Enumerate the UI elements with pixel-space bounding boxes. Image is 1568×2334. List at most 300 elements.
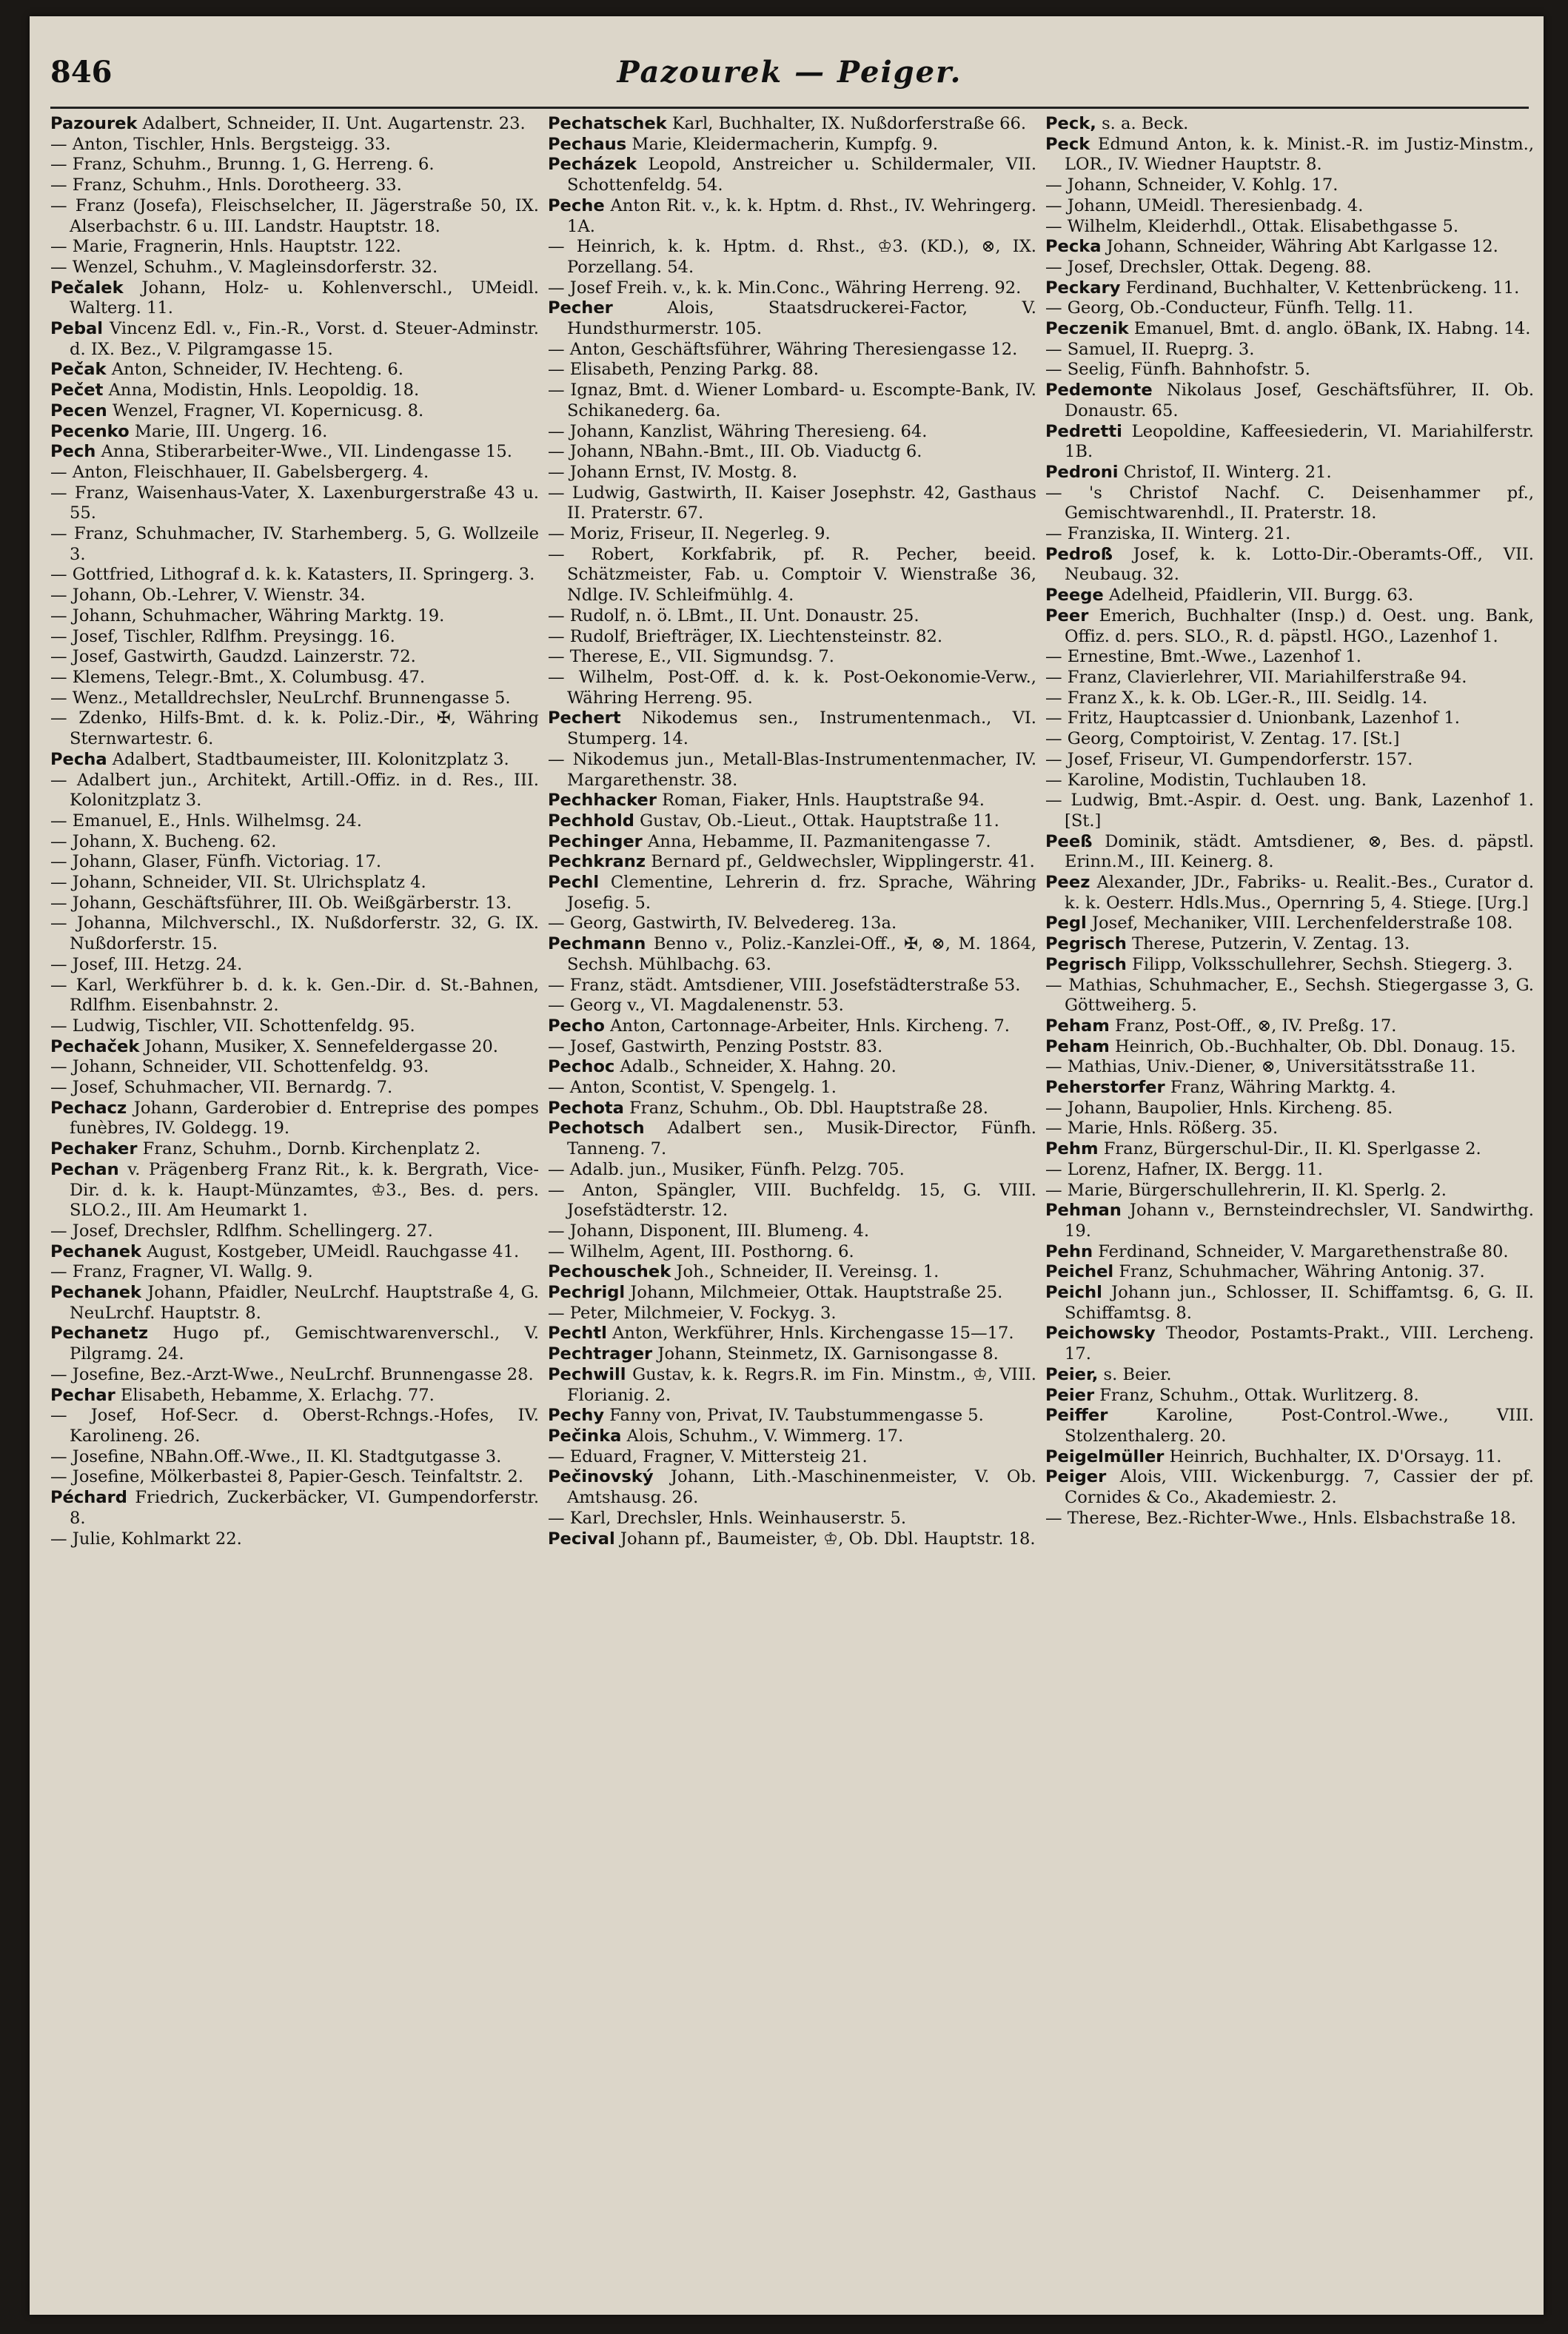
entry-details: — Georg, Comptoirist, V. Zentag. 17. [St.]: [1045, 729, 1400, 749]
entry-surname: Pechinger: [548, 831, 643, 851]
directory-entry: [1045, 380, 1534, 421]
entry-details: — Karoline, Modistin, Tuchlauben 18.: [1045, 770, 1367, 790]
directory-entry: [50, 1016, 539, 1037]
directory-entry: [548, 1365, 1036, 1406]
directory-entry: [548, 976, 1036, 996]
directory-entry: [50, 196, 539, 237]
directory-entry: [50, 380, 539, 401]
entry-details: Adalbert sen., Musik-Director, Fünfh. Tanneng. 7.: [567, 1119, 1036, 1159]
directory-entry: [548, 1426, 1036, 1447]
directory-entry: [548, 606, 1036, 627]
directory-entry: [548, 340, 1036, 361]
entry-details: Adalbert, Stadtbaumeister, III. Kolonitzplatz 3.: [107, 749, 509, 769]
directory-entry: [50, 1078, 539, 1099]
entry-surname: Pechmann: [548, 934, 646, 954]
directory-entry: [548, 298, 1036, 339]
entry-details: Franz, Schuhm., Ottak. Wurlitzerg. 8.: [1094, 1385, 1419, 1405]
entry-details: Ferdinand, Schneider, V. Margarethenstraße 80.: [1093, 1241, 1509, 1261]
directory-entry: [50, 852, 539, 873]
directory-entry: [548, 1160, 1036, 1181]
entry-surname: Pecho: [548, 1016, 605, 1036]
entry-details: — Franz, Schuhm., Brunng. 1, G. Herreng. 6.: [50, 155, 435, 175]
entry-details: — Johann Ernst, IV. Mostg. 8.: [548, 462, 798, 482]
entry-details: Emanuel, Bmt. d. anglo. öBank, IX. Habng. 14.: [1128, 319, 1531, 339]
entry-details: — Josef, Hof-Secr. d. Oberst-Rchngs.-Hofes, IV. Karolineng. 26.: [50, 1406, 539, 1446]
directory-entry: [1045, 729, 1534, 750]
entry-details: Johann, Pfaidler, NeuLrchf. Hauptstraße 4, G. NeuLrchf. Hauptstr. 8.: [70, 1283, 539, 1323]
entry-details: — Elisabeth, Penzing Parkg. 88.: [548, 360, 819, 380]
directory-entry: [548, 996, 1036, 1016]
directory-entry: [50, 1488, 539, 1529]
directory-entry: [548, 627, 1036, 648]
entry-details: — Anton, Tischler, Hnls. Bergsteigg. 33.: [50, 134, 391, 154]
entry-surname: Peichl: [1045, 1283, 1102, 1303]
directory-entry: [1045, 524, 1534, 545]
directory-entry: [50, 1057, 539, 1078]
directory-entry: [50, 422, 539, 443]
entry-details: — Johann, Kanzlist, Währing Theresieng. 64.: [548, 421, 928, 441]
entry-surname: Pecházek: [548, 155, 637, 175]
entry-details: Fanny von, Privat, IV. Taubstummengasse 5.: [604, 1406, 984, 1426]
directory-entry: [1045, 955, 1534, 976]
entry-details: Gustav, Ob.-Lieut., Ottak. Hauptstraße 11.: [634, 811, 999, 831]
directory-entry: [548, 852, 1036, 873]
directory-entry: [50, 463, 539, 483]
entry-details: — Mathias, Univ.-Diener, ⊗, Universitätsstraße 11.: [1045, 1057, 1476, 1077]
directory-entry: [548, 1037, 1036, 1058]
entry-details: — Karl, Drechsler, Hnls. Weinhauserstr. 5.: [548, 1508, 907, 1528]
entry-surname: Peeß: [1045, 831, 1093, 851]
entry-details: Filipp, Volksschullehrer, Sechsh. Stiegerg. 3.: [1126, 954, 1513, 974]
directory-entry: [50, 114, 539, 135]
entry-surname: Pech: [50, 442, 96, 462]
entry-details: — Moriz, Friseur, II. Negerleg. 9.: [548, 524, 831, 544]
entry-details: — Rudolf, n. ö. LBmt., II. Unt. Donaustr. 25.: [548, 606, 919, 626]
entry-details: Edmund Anton, k. k. Minist.-R. im Justiz-Minstm., LOR., IV. Wiedner Hauptstr. 8.: [1065, 134, 1534, 175]
entry-details: Vincenz Edl. v., Fin.-R., Vorst. d. Steuer-Adminstr. d. IX. Bez., V. Pilgramgasse 15.: [70, 319, 539, 359]
entry-details: — Robert, Korkfabrik, pf. R. Pecher, beeid. Schätzmeister, Fab. u. Comptoir V. Wienstraße 36, Ndlge. IV. Schleifmühlg. 4.: [548, 544, 1036, 606]
entry-details: Dominik, städt. Amtsdiener, ⊗, Bes. d. päpstl. Erinn.M., III. Keinerg. 8.: [1065, 831, 1534, 872]
entry-surname: Pegrisch: [1045, 934, 1127, 954]
directory-entry: [50, 442, 539, 463]
directory-entry: [50, 483, 539, 524]
directory-entry: [548, 1262, 1036, 1283]
directory-entry: [50, 135, 539, 155]
entry-surname: Pehm: [1045, 1139, 1099, 1159]
directory-entry: [548, 155, 1036, 195]
entry-details: Johann, Garderobier d. Entreprise des pompes funèbres, IV. Goldegg. 19.: [70, 1098, 539, 1139]
entry-surname: Peege: [1045, 586, 1104, 606]
directory-entry: [1045, 688, 1534, 709]
entry-details: Benno v., Poliz.-Kanzlei-Off., ✠, ⊗, M. 1864, Sechsh. Mühlbachg. 63.: [567, 934, 1036, 974]
entry-surname: Peichowsky: [1045, 1324, 1156, 1344]
entry-surname: Pedemonte: [1045, 380, 1153, 400]
entry-details: — Anton, Geschäftsführer, Währing Theresiengasse 12.: [548, 339, 1018, 359]
entry-details: — Rudolf, Briefträger, IX. Liechtensteinstr. 82.: [548, 626, 943, 646]
directory-entry: [1045, 135, 1534, 175]
directory-entry: [1045, 832, 1534, 873]
entry-surname: Pechwill: [548, 1364, 626, 1384]
directory-entry: [50, 955, 539, 976]
entry-details: Elisabeth, Hebamme, X. Erlachg. 77.: [115, 1385, 435, 1405]
directory-entry: [1045, 463, 1534, 483]
directory-entry: [50, 1099, 539, 1139]
directory-entry: [1045, 545, 1534, 586]
entry-details: — Marie, Fragnerin, Hnls. Hauptstr. 122.: [50, 237, 401, 257]
entry-details: Heinrich, Ob.-Buchhalter, Ob. Dbl. Donaug. 15.: [1109, 1036, 1516, 1056]
entry-details: Johann, Schneider, Währing Abt Karlgasse 12.: [1101, 237, 1498, 257]
entry-details: — Franz (Josefa), Fleischselcher, II. Jägerstraße 50, IX. Alserbachstr. 6 u. III. Landstr. Hauptstr. 18.: [50, 195, 539, 236]
entry-details: — Karl, Werkführer b. d. k. k. Gen.-Dir. d. St.-Bahnen, Rdlfhm. Eisenbahnstr. 2.: [50, 975, 539, 1016]
column-3: [1045, 114, 1534, 2298]
entry-details: Johann, Musiker, X. Sennefeldergasse 20.: [139, 1036, 498, 1056]
directory-entry: [548, 422, 1036, 443]
entry-surname: Pechtl: [548, 1324, 607, 1344]
entry-details: Adelheid, Pfaidlerin, VII. Burgg. 63.: [1103, 586, 1414, 606]
entry-details: — Georg, Gastwirth, IV. Belvedereg. 13a.: [548, 913, 897, 933]
entry-surname: Pehn: [1045, 1241, 1093, 1261]
entry-surname: Pecen: [50, 400, 107, 420]
entry-details: Heinrich, Buchhalter, IX. D'Orsayg. 11.: [1164, 1446, 1502, 1466]
directory-entry: [1045, 114, 1534, 135]
directory-entry: [50, 913, 539, 954]
directory-entry: [1045, 1283, 1534, 1324]
entry-details: — Ludwig, Gastwirth, II. Kaiser Josephstr. 42, Gasthaus II. Praterstr. 67.: [548, 483, 1036, 523]
entry-surname: Pehman: [1045, 1201, 1122, 1221]
entry-details: Johann pf., Baumeister, ♔, Ob. Dbl. Hauptstr. 18.: [614, 1529, 1036, 1549]
entry-details: — Johann, Schneider, VII. St. Ulrichsplatz 4.: [50, 873, 426, 893]
directory-entry: [1045, 1262, 1534, 1283]
entry-details: s. a. Beck.: [1096, 114, 1189, 133]
entry-details: Anna, Hebamme, II. Pazmanitengasse 7.: [642, 831, 991, 851]
directory-entry: [1045, 1201, 1534, 1241]
entry-surname: Pazourek: [50, 114, 138, 133]
directory-entry: [548, 832, 1036, 853]
entry-details: Emerich, Buchhalter (Insp.) d. Oest. ung. Bank, Offiz. d. pers. SLO., R. d. päpstl. HGO., Lazenhof 1.: [1065, 606, 1534, 646]
directory-entry: [1045, 360, 1534, 380]
directory-entry: [548, 1529, 1036, 1550]
entry-surname: Pečet: [50, 380, 104, 400]
entry-details: — Franz, städt. Amtsdiener, VIII. Josefstädterstraße 53.: [548, 975, 1021, 995]
directory-entry: [50, 237, 539, 258]
entry-details: v. Prägenberg Franz Rit., k. k. Bergrath, Vice-Dir. d. k. k. Haupt-Münzamtes, ♔3., Bes. d. pers. SLO.2., III. Am Heumarkt 1.: [70, 1159, 539, 1221]
directory-entry: [50, 565, 539, 586]
entry-details: Leopoldine, Kaffeesiederin, VI. Mariahilferstr. 1B.: [1065, 421, 1534, 462]
directory-entry: [548, 1406, 1036, 1426]
directory-entry: [1045, 586, 1534, 606]
directory-entry: [1045, 483, 1534, 524]
entry-details: Wenzel, Fragner, VI. Kopernicusg. 8.: [107, 400, 424, 420]
directory-entry: [1045, 1467, 1534, 1508]
directory-entry: [548, 750, 1036, 791]
directory-entry: [1045, 298, 1534, 319]
directory-entry: [1045, 771, 1534, 791]
directory-entry: [50, 668, 539, 688]
entry-details: — Josef, Drechsler, Ottak. Degeng. 88.: [1045, 257, 1372, 277]
entry-details: Nikodemus sen., Instrumentenmach., VI. Stumperg. 14.: [567, 708, 1036, 749]
directory-entry: [50, 1283, 539, 1324]
directory-entry: [50, 1221, 539, 1242]
directory-entry: [548, 1016, 1036, 1037]
directory-entry: [1045, 1242, 1534, 1263]
entry-details: Franz, Post-Off., ⊗, IV. Preßg. 17.: [1109, 1016, 1397, 1036]
entry-surname: Pechar: [50, 1385, 115, 1405]
entry-details: Franz, Währing Marktg. 4.: [1165, 1078, 1396, 1098]
entry-surname: Pechhacker: [548, 791, 657, 811]
directory-entry: [1045, 913, 1534, 934]
entry-surname: Pečalek: [50, 278, 124, 298]
entry-details: — Adalb. jun., Musiker, Fünfh. Pelzg. 705.: [548, 1159, 905, 1179]
directory-entry: [50, 688, 539, 709]
entry-surname: Pedroß: [1045, 544, 1113, 564]
entry-details: Josef, Mechaniker, VIII. Lerchenfelderstraße 108.: [1086, 913, 1513, 933]
directory-entry: [50, 627, 539, 648]
directory-entry: [50, 771, 539, 811]
entry-surname: Péchard: [50, 1488, 127, 1508]
directory-entry: [1045, 1099, 1534, 1119]
entry-details: — Johann, Disponent, III. Blumeng. 4.: [548, 1221, 870, 1241]
entry-surname: Peczenik: [1045, 319, 1129, 339]
entry-surname: Pechan: [50, 1159, 119, 1179]
entry-details: — Samuel, II. Rueprg. 3.: [1045, 339, 1255, 359]
directory-entry: [50, 1037, 539, 1058]
entry-details: — Wilhelm, Kleiderhdl., Ottak. Elisabethgasse 5.: [1045, 216, 1459, 236]
entry-details: Franz, Schuhm., Ob. Dbl. Hauptstraße 28.: [623, 1098, 988, 1118]
entry-surname: Peer: [1045, 606, 1089, 626]
entry-details: — Josef, Friseur, VI. Gumpendorferstr. 157.: [1045, 749, 1413, 769]
entry-details: Hugo pf., Gemischtwarenverschl., V. Pilgramg. 24.: [70, 1324, 539, 1364]
directory-entry: [1045, 606, 1534, 647]
entry-details: — Klemens, Telegr.-Bmt., X. Columbusg. 47.: [50, 667, 425, 687]
entry-surname: Pechaker: [50, 1139, 138, 1159]
entry-surname: Pecenko: [50, 421, 130, 441]
directory-entry: [1045, 237, 1534, 258]
entry-details: — Wenzel, Schuhm., V. Magleinsdorferstr. 32.: [50, 257, 438, 277]
directory-entry: [548, 913, 1036, 934]
entry-details: — Josefine, Mölkerbastei 8, Papier-Gesch. Teinfaltstr. 2.: [50, 1467, 523, 1487]
directory-entry: [1045, 647, 1534, 668]
column-2: [548, 114, 1036, 2298]
header-rule: [50, 107, 1529, 109]
directory-entry: [50, 1262, 539, 1283]
directory-entry: [548, 237, 1036, 278]
directory-entry: [548, 442, 1036, 463]
entry-details: Friedrich, Zuckerbäcker, VI. Gumpendorferstr. 8.: [70, 1488, 539, 1528]
entry-surname: Pechy: [548, 1406, 605, 1426]
entry-surname: Peez: [1045, 873, 1090, 893]
directory-entry: [50, 606, 539, 627]
directory-entry: [1045, 1057, 1534, 1078]
entry-details: Johann, Holz- u. Kohlenverschl., UMeidl. Walterg. 11.: [70, 278, 539, 318]
directory-entry: [548, 196, 1036, 237]
entry-details: — Johann, Schuhmacher, Währing Marktg. 19.: [50, 606, 445, 626]
entry-surname: Peiffer: [1045, 1406, 1108, 1426]
entry-details: — Therese, E., VII. Sigmundsg. 7.: [548, 647, 834, 667]
directory-entry: [50, 319, 539, 360]
entry-details: — Josef, Schuhmacher, VII. Bernardg. 7.: [50, 1078, 393, 1098]
entry-details: Ferdinand, Buchhalter, V. Kettenbrückeng. 11.: [1120, 278, 1520, 298]
entry-details: Clementine, Lehrerin d. frz. Sprache, Währing Josefig. 5.: [567, 873, 1036, 913]
entry-surname: Pechhold: [548, 811, 634, 831]
entry-details: — Wilhelm, Agent, III. Posthorng. 6.: [548, 1241, 854, 1261]
entry-surname: Pechota: [548, 1098, 624, 1118]
directory-entry: [50, 155, 539, 175]
entry-details: — Johann, Ob.-Lehrer, V. Wienstr. 34.: [50, 586, 366, 606]
entry-details: — Johanna, Milchverschl., IX. Nußdorferstr. 32, G. IX. Nußdorferstr. 15.: [50, 913, 539, 954]
directory-entry: [1045, 1406, 1534, 1446]
entry-surname: Pechoc: [548, 1057, 615, 1077]
entry-details: — Josefine, Bez.-Arzt-Wwe., NeuLrchf. Brunnengasse 28.: [50, 1364, 534, 1384]
directory-entry: [548, 1181, 1036, 1221]
entry-details: — Josef, Drechsler, Rdlfhm. Schellingerg. 27.: [50, 1221, 433, 1241]
directory-entry: [1045, 1509, 1534, 1529]
entry-details: s. Beier.: [1098, 1364, 1172, 1384]
directory-entry: [1045, 175, 1534, 196]
directory-entry: [1045, 668, 1534, 688]
entry-details: — Josef, Gastwirth, Gaudzd. Lainzerstr. 72.: [50, 647, 416, 667]
entry-details: — Franziska, II. Winterg. 21.: [1045, 524, 1291, 544]
directory-entry: [50, 1467, 539, 1488]
directory-entry: [1045, 217, 1534, 238]
directory-entry: [50, 175, 539, 196]
directory-entry: [548, 1283, 1036, 1304]
directory-entry: [548, 1509, 1036, 1529]
entry-details: — Anton, Spängler, VIII. Buchfeldg. 15, G. VIII. Josefstädterstr. 12.: [548, 1180, 1036, 1221]
directory-entry: [548, 1078, 1036, 1099]
entry-details: Johann jun., Schlosser, II. Schiffamtsg. 6, G. II. Schiffamtsg. 8.: [1065, 1283, 1534, 1323]
directory-entry: [50, 1447, 539, 1468]
entry-details: Alois, Staatsdruckerei-Factor, V. Hundsthurmerstr. 105.: [567, 298, 1036, 339]
entry-surname: Pechl: [548, 873, 600, 893]
directory-entry: [1045, 750, 1534, 771]
entry-details: Anton, Werkführer, Hnls. Kirchengasse 15—17.: [606, 1324, 1014, 1344]
entry-details: — Franz, Clavierlehrer, VII. Mariahilferstraße 94.: [1045, 667, 1467, 687]
entry-details: Marie, Kleidermacherin, Kumpfg. 9.: [626, 134, 939, 154]
entry-details: — Eduard, Fragner, V. Mittersteig 21.: [548, 1446, 868, 1466]
entry-details: — Wenz., Metalldrechsler, NeuLrchf. Brunnengasse 5.: [50, 688, 511, 708]
entry-details: — Therese, Bez.-Richter-Wwe., Hnls. Elsbachstraße 18.: [1045, 1508, 1516, 1528]
entry-surname: Pebal: [50, 319, 104, 339]
entry-surname: Pedretti: [1045, 421, 1122, 441]
entry-surname: Peck,: [1045, 114, 1096, 133]
directory-entry: [50, 750, 539, 771]
entry-details: — Franz, Schuhm., Hnls. Dorotheerg. 33.: [50, 175, 402, 195]
entry-details: — Johann, Geschäftsführer, III. Ob. Weißgärberstr. 13.: [50, 893, 512, 913]
directory-entry: [50, 976, 539, 1016]
directory-entry: [1045, 976, 1534, 1016]
entry-surname: Pechert: [548, 708, 621, 728]
entry-surname: Pegrisch: [1045, 954, 1127, 974]
directory-entry: [548, 668, 1036, 708]
directory-entry: [548, 360, 1036, 380]
entry-details: — Franz X., k. k. Ob. LGer.-R., III. Seidlg. 14.: [1045, 688, 1428, 708]
directory-entry: [548, 1304, 1036, 1324]
directory-entry: [50, 1160, 539, 1221]
directory-entry: [50, 708, 539, 749]
entry-details: Franz, Schuhmacher, Währing Antonig. 37.: [1113, 1262, 1485, 1282]
directory-entry: [1045, 1016, 1534, 1037]
entry-details: — Johann, Schneider, VII. Schottenfeldg. 93.: [50, 1057, 429, 1077]
entry-details: Therese, Putzerin, V. Zentag. 13.: [1126, 934, 1410, 954]
directory-entry: [50, 1365, 539, 1386]
entry-details: Anton Rit. v., k. k. Hptm. d. Rhst., IV. Wehringerg. 1A.: [567, 195, 1036, 236]
directory-entry: [548, 1119, 1036, 1159]
entry-details: — Nikodemus jun., Metall-Blas-Instrumentenmacher, IV. Margarethenstr. 38.: [548, 749, 1036, 790]
entry-surname: Peier: [1045, 1385, 1095, 1405]
directory-entry: [50, 258, 539, 278]
directory-entry: [548, 278, 1036, 299]
entry-surname: Pegl: [1045, 913, 1087, 933]
entry-details: Alois, Schuhm., V. Wimmerg. 17.: [621, 1426, 904, 1446]
entry-details: Johann, Lith.-Maschinenmeister, V. Ob. Amtshausg. 26.: [567, 1467, 1036, 1508]
directory-entry: [50, 1242, 539, 1263]
directory-entry: [50, 586, 539, 606]
entry-details: — Johann, Schneider, V. Kohlg. 17.: [1045, 175, 1339, 195]
directory-entry: [548, 934, 1036, 975]
entry-surname: Pechaus: [548, 134, 627, 154]
entry-details: Joh., Schneider, II. Vereinsg. 1.: [671, 1262, 939, 1282]
directory-entry: [1045, 278, 1534, 299]
directory-entry: [1045, 258, 1534, 278]
directory-entry: [548, 647, 1036, 668]
entry-surname: Peichel: [1045, 1262, 1114, 1282]
entry-surname: Peham: [1045, 1036, 1110, 1056]
directory-entry: [1045, 1037, 1534, 1058]
entry-surname: Peherstorfer: [1045, 1078, 1165, 1098]
entry-surname: Pechaček: [50, 1036, 140, 1056]
directory-entry: [548, 1467, 1036, 1508]
entry-details: — Seelig, Fünfh. Bahnhofstr. 5.: [1045, 360, 1310, 380]
entry-details: Karl, Buchhalter, IX. Nußdorferstraße 66.: [666, 114, 1027, 133]
entry-details: Gustav, k. k. Regrs.R. im Fin. Minstm., ♔, VIII. Florianig. 2.: [567, 1364, 1036, 1405]
entry-surname: Pečinka: [548, 1426, 622, 1446]
running-head: Pazourek — Peiger.: [617, 55, 962, 90]
entry-surname: Pechatschek: [548, 114, 667, 133]
entry-details: — Peter, Milchmeier, V. Fockyg. 3.: [548, 1303, 837, 1323]
directory-entry: [1045, 1181, 1534, 1201]
directory-entry: [548, 483, 1036, 524]
entry-details: — Ludwig, Bmt.-Aspir. d. Oest. ung. Bank, Lazenhof 1. [St.]: [1045, 791, 1534, 831]
entry-details: — Wilhelm, Post-Off. d. k. k. Post-Oekonomie-Verw., Währing Herreng. 95.: [548, 667, 1036, 708]
directory-entry: [548, 1221, 1036, 1242]
directory-entry: [548, 524, 1036, 545]
entry-surname: Peigelmüller: [1045, 1446, 1165, 1466]
entry-details: — Heinrich, k. k. Hptm. d. Rhst., ♔3. (KD.), ⊗, IX. Porzellang. 54.: [548, 237, 1036, 277]
directory-entry: [50, 401, 539, 422]
entry-details: — Josef, III. Hetzg. 24.: [50, 954, 243, 974]
directory-entry: [548, 1447, 1036, 1468]
entry-surname: Pechotsch: [548, 1119, 645, 1139]
entry-details: Karoline, Post-Control.-Wwe., VIII. Stolzenthalerg. 20.: [1065, 1406, 1534, 1446]
directory-entry: [548, 545, 1036, 606]
entry-surname: Peckary: [1045, 278, 1121, 298]
entry-details: — Johann, Glaser, Fünfh. Victoriag. 17.: [50, 852, 382, 872]
entry-details: Adalbert, Schneider, II. Unt. Augartenstr. 23.: [137, 114, 526, 133]
directory-entry: [50, 1529, 539, 1550]
entry-surname: Pechanek: [50, 1241, 142, 1261]
entry-details: Christof, II. Winterg. 21.: [1118, 462, 1332, 482]
entry-surname: Pechacz: [50, 1098, 127, 1118]
directory-entry: [1045, 422, 1534, 463]
entry-details: Bernard pf., Geldwechsler, Wipplingerstr. 41.: [646, 852, 1035, 872]
directory-entry: [1045, 319, 1534, 340]
entry-details: Alexander, JDr., Fabriks- u. Realit.-Bes., Curator d. k. k. Oesterr. Hdls.Mus., Opernring 5, 4. Stiege. [Urg.]: [1065, 873, 1534, 913]
entry-details: — Anton, Scontist, V. Spengelg. 1.: [548, 1078, 837, 1098]
directory-entry: [548, 811, 1036, 832]
entry-surname: Pechouschek: [548, 1262, 671, 1282]
entry-surname: Peham: [1045, 1016, 1110, 1036]
directory-entry: [548, 114, 1036, 135]
